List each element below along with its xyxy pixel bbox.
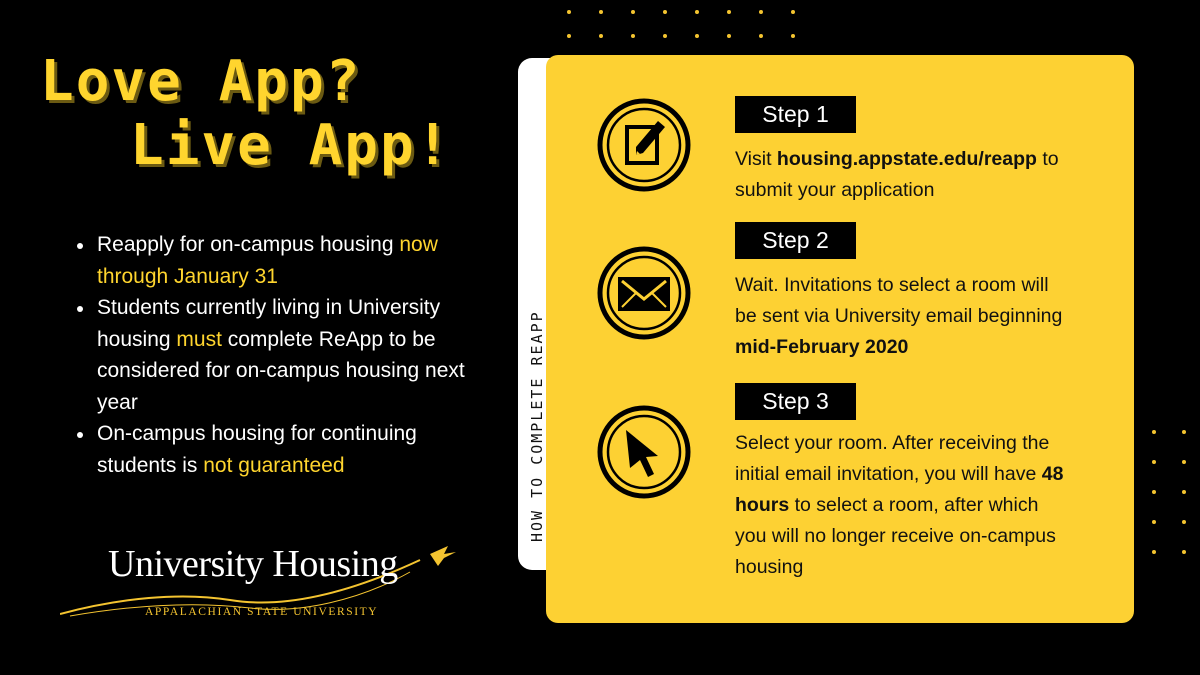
step-3-label: Step 3 <box>735 383 856 420</box>
side-label: HOW TO COMPLETE REAPP <box>528 310 546 542</box>
decorative-dot <box>631 34 635 38</box>
step-3-text: Select your room. After receiving the initial email invitation, you will have 48 hours to select a room, after which you will no longer receive on-campus housing <box>735 432 1064 578</box>
decorative-dots-top <box>567 10 795 38</box>
info-bullet-list <box>75 229 475 481</box>
bullet-item: Students currently living in University housing must complete ReApp to be considered for on-campus housing next year <box>75 292 475 418</box>
decorative-dot <box>663 10 667 14</box>
university-housing-logo <box>60 528 460 628</box>
decorative-dot <box>695 10 699 14</box>
decorative-dot <box>1152 460 1156 464</box>
decorative-dot <box>759 34 763 38</box>
decorative-dot <box>1182 490 1186 494</box>
step-2-text: Wait. Invitations to select a room will be sent via University email beginning mid-February 2020 <box>735 274 1063 358</box>
headline-line-2: Live App! <box>130 113 452 178</box>
decorative-dot <box>759 10 763 14</box>
decorative-dot <box>663 34 667 38</box>
decorative-dot <box>599 34 603 38</box>
decorative-dot <box>631 10 635 14</box>
step-2-label: Step 2 <box>735 222 856 259</box>
cursor-icon <box>596 404 692 500</box>
decorative-dot <box>727 34 731 38</box>
bullet-item: On-campus housing for continuing students is not guaranteed <box>75 418 475 481</box>
envelope-icon <box>596 245 692 341</box>
logo-title: University Housing <box>108 543 398 585</box>
edit-icon <box>596 97 692 193</box>
decorative-dots-right <box>1152 430 1186 554</box>
bullet-item: Reapply for on-campus housing now through January 31 <box>75 229 475 292</box>
decorative-dot <box>791 10 795 14</box>
step-1-label: Step 1 <box>735 96 856 133</box>
decorative-dot <box>1182 430 1186 434</box>
decorative-dot <box>727 10 731 14</box>
decorative-dot <box>1152 520 1156 524</box>
decorative-dot <box>791 34 795 38</box>
decorative-dot <box>567 10 571 14</box>
decorative-dot <box>1182 550 1186 554</box>
decorative-dot <box>599 10 603 14</box>
logo-subtitle: APPALACHIAN STATE UNIVERSITY <box>145 606 379 618</box>
decorative-dot <box>1152 550 1156 554</box>
decorative-dot <box>1182 520 1186 524</box>
decorative-dot <box>695 34 699 38</box>
decorative-dot <box>567 34 571 38</box>
headline <box>40 50 480 178</box>
headline-line-1: Love App? <box>40 49 362 114</box>
decorative-dot <box>1152 430 1156 434</box>
decorative-dot <box>1152 490 1156 494</box>
decorative-dot <box>1182 460 1186 464</box>
step-1-text: Visit housing.appstate.edu/reapp to submit your application <box>735 148 1059 201</box>
bird-icon <box>430 546 456 566</box>
reapp-url: housing.appstate.edu/reapp <box>776 148 1037 170</box>
